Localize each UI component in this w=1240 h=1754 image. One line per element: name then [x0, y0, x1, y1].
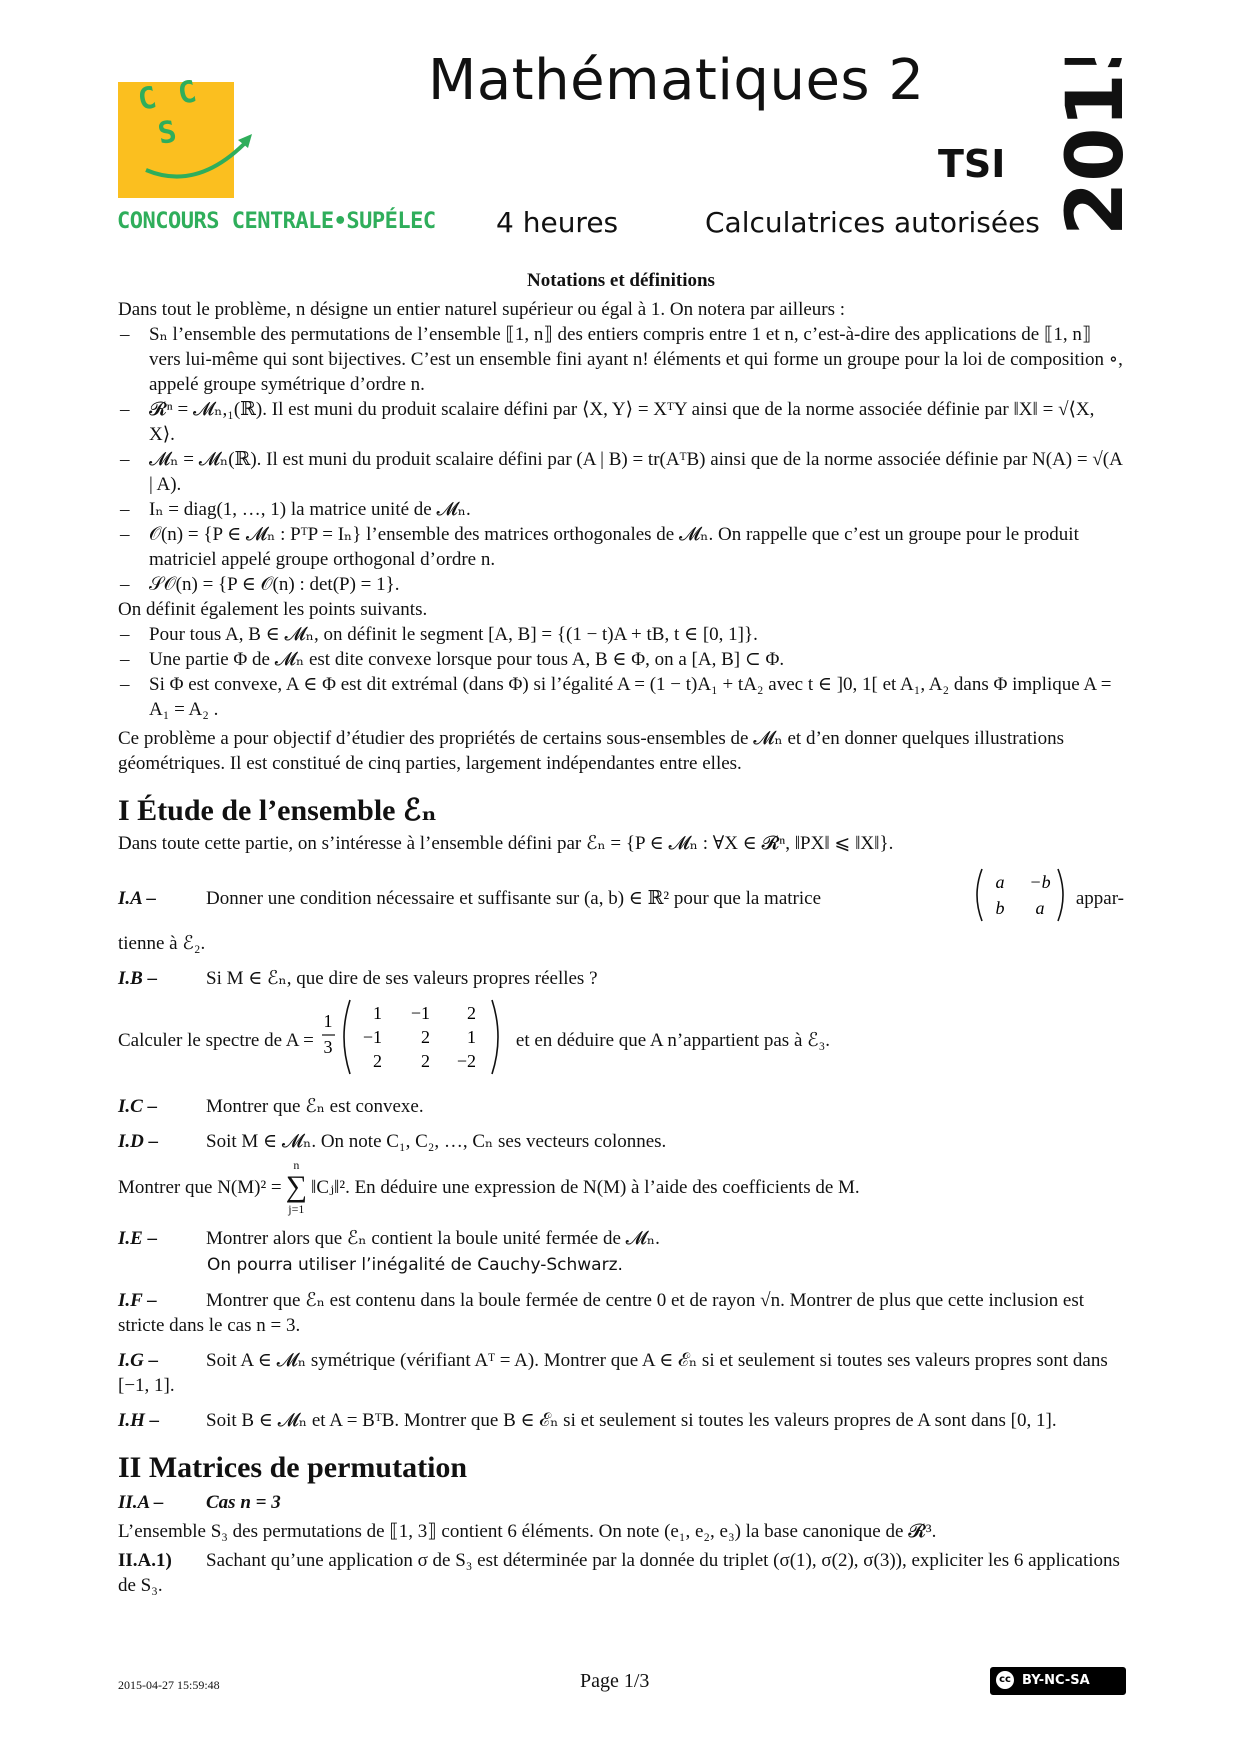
question-label: I.H –: [118, 1410, 160, 1431]
question-IA: [118, 866, 1124, 931]
question-text-end: appar-: [1075, 888, 1124, 909]
question-label: I.E –: [118, 1228, 158, 1249]
calc-pre: Calculer le spectre de A =: [118, 1030, 314, 1051]
sum-symbol: [286, 1158, 307, 1216]
question-hint: On pourra utiliser l’inégalité de Cauchy-Schwarz.: [207, 1255, 623, 1275]
question-IH: [118, 1408, 1124, 1433]
question-text: Si M ∈ ℰₙ, que dire de ses valeurs propres réelles ?: [206, 968, 598, 989]
svg-text:3: 3: [323, 1037, 333, 1057]
question-label: I.F –: [118, 1290, 157, 1311]
exam-year: [1040, 58, 1140, 238]
question-text: Soit A ∈ 𝓜ₙ symétrique (vérifiant Aᵀ = A). Montrer que A ∈ ℰₙ si et seulement si toutes ses valeurs propres sont dans [−1, 1].: [118, 1350, 1108, 1396]
part1-intro: Dans toute cette partie, on s’intéresse à l’ensemble défini par ℰₙ = {P ∈ 𝓜ₙ : ∀X ∈ 𝓡ⁿ, ‖PX‖ ⩽ ‖X‖}.: [118, 833, 894, 854]
formula-post: ‖Cⱼ‖². En déduire une expression de N(M) à l’aide des coefficients de M.: [311, 1176, 860, 1198]
question-label: I.A –: [118, 888, 157, 909]
list-item: – Pour tous A, B ∈ 𝓜ₙ, on définit le segment [A, B] = {(1 − t)A + tB, t ∈ [0, 1]}.: [118, 622, 1124, 647]
notations-intro2: On définit également les points suivants.: [118, 599, 428, 620]
question-IIA-text: L’ensemble S₃ des permutations de ⟦1, 3⟧ contient 6 éléments. On note (e₁, e₂, e₃) la base canonique de 𝓡³.: [118, 1521, 937, 1542]
sum-bottom: j=1: [288, 1202, 305, 1216]
question-label: I.G –: [118, 1350, 159, 1371]
matrix-cell: b: [995, 898, 1005, 918]
list-item: – 𝓜ₙ = 𝓜ₙ(ℝ). Il est muni du produit scalaire défini par (A | B) = tr(AᵀB) ainsi que de la norme associée définie par N(A) = √(A | A).: [118, 447, 1124, 497]
sum-top: n: [293, 1158, 300, 1172]
matrix-cell: 2: [466, 1003, 476, 1023]
question-IA-end: tienne à ℰ₂.: [118, 933, 206, 954]
question-IF: [118, 1288, 1124, 1338]
question-IE: [118, 1226, 1124, 1278]
list-item: – 𝒮𝒪(n) = {P ∈ 𝒪(n) : det(P) = 1}.: [118, 572, 1124, 597]
exam-title: Mathématiques 2: [428, 48, 925, 113]
svg-text:2015: 2015: [1051, 58, 1140, 236]
matrix-cell: −b: [1029, 872, 1051, 892]
logo-text: CONCOURS CENTRALE•SUPÉLEC: [117, 209, 436, 234]
logo: [118, 74, 234, 198]
question-IB: [118, 966, 1124, 991]
notations-list: [118, 322, 1124, 597]
list-item: – Une partie Φ de 𝓜ₙ est dite convexe lorsque pour tous A, B ∈ Φ, on a [A, B] ⊂ Φ.: [118, 647, 1124, 672]
sigma-icon: ∑: [285, 1170, 308, 1203]
calculators-note: Calculatrices autorisées: [705, 206, 1040, 239]
question-text: Montrer que ℰₙ est convexe.: [206, 1096, 424, 1117]
question-text: Montrer que ℰₙ est contenu dans la boule fermée de centre 0 et de rayon √n. Montrer de plus que cette inclusion est stricte dans le cas n = 3.: [118, 1290, 1084, 1336]
matrix-cell: a: [995, 872, 1005, 892]
svg-text:S: S: [155, 114, 180, 152]
list-item: – 𝒪(n) = {P ∈ 𝓜ₙ : PᵀP = Iₙ} l’ensemble des matrices orthogonales de 𝓜ₙ. On rappelle que c’est un groupe pour le produit matriciel appelé groupe orthogonal d’ordre n.: [118, 522, 1124, 572]
notations-intro: Dans tout le problème, n désigne un entier naturel supérieur ou égal à 1. On notera par ailleurs :: [118, 299, 846, 320]
cc-icon: [996, 1671, 1014, 1689]
exam-track: TSI: [938, 142, 1006, 186]
list-item: – 𝓡ⁿ = 𝓜ₙ,₁(ℝ). Il est muni du produit scalaire défini par ⟨X, Y⟩ = XᵀY ainsi que de la norme associée définie par ‖X‖ = √⟨X, X⟩.: [118, 397, 1124, 447]
matrix-cell: 2: [372, 1051, 382, 1071]
matrix-cell: −2: [456, 1051, 476, 1071]
question-text: Soit B ∈ 𝓜ₙ et A = BᵀB. Montrer que B ∈ ℰₙ si et seulement si toutes les valeurs propres de A sont dans [0, 1].: [206, 1410, 1057, 1431]
notations-heading: Notations et définitions: [527, 270, 715, 291]
question-IB-calc: [118, 997, 1124, 1084]
question-label: I.C –: [118, 1096, 158, 1117]
list-item: – Iₙ = diag(1, …, 1) la matrice unité de 𝓜ₙ.: [118, 497, 1124, 522]
part1-heading: I Étude de l’ensemble ℰₙ: [118, 794, 437, 827]
svg-text:C: C: [135, 80, 160, 118]
question-text: Soit M ∈ 𝓜ₙ. On note C₁, C₂, …, Cₙ ses vecteurs colonnes.: [206, 1131, 667, 1152]
question-label: II.A –: [118, 1492, 164, 1513]
matrix-cell: 1: [372, 1003, 382, 1023]
list-item: – Si Φ est convexe, A ∈ Φ est dit extrémal (dans Φ) si l’égalité A = (1 − t)A₁ + tA₂ avec t ∈ ]0, 1[ et A₁, A₂ dans Φ implique A = A₁ = A₂ .: [118, 672, 1124, 722]
part2-heading: II Matrices de permutation: [118, 1451, 468, 1484]
logo-mark-icon: [118, 74, 234, 198]
question-IIA: [118, 1490, 1124, 1515]
definitions-list: [118, 622, 1124, 722]
matrix-cell: a: [1035, 898, 1045, 918]
svg-text:1: 1: [323, 1011, 333, 1031]
list-item: – Sₙ l’ensemble des permutations de l’ensemble ⟦1, n⟧ des entiers compris entre 1 et n, c’est-à-dire des applications de ⟦1, n⟧ vers lui-même qui sont bijectives. C’est un ensemble fini ayant n! éléments et qui forme un groupe pour la loi de composition ∘, appelé groupe symétrique d’ordre n.: [118, 322, 1124, 397]
license-badge: [990, 1667, 1126, 1695]
exam-duration: 4 heures: [496, 206, 619, 239]
question-label: II.A.1): [118, 1550, 172, 1571]
question-IC: [118, 1094, 1124, 1119]
matrix-cell: 2: [420, 1027, 430, 1047]
question-ID: [118, 1129, 1124, 1154]
matrix-cell: 2: [420, 1051, 430, 1071]
matrix-cell: −1: [410, 1003, 430, 1023]
footer-page: Page 1/3: [580, 1670, 650, 1692]
cc-label: cc: [999, 1674, 1011, 1685]
license-label: BY-NC-SA: [1022, 1673, 1090, 1688]
matrix-cell: −1: [362, 1027, 382, 1047]
question-title: Cas n = 3: [206, 1492, 281, 1513]
question-ID-formula: [118, 1158, 1124, 1216]
matrix-2x2: [972, 866, 1068, 931]
question-text: Sachant qu’une application σ de S₃ est déterminée par la donnée du triplet (σ(1), σ(2), σ(3)), expliciter les 6 applications de S₃.: [118, 1550, 1120, 1596]
calc-post: et en déduire que A n’appartient pas à ℰ₃.: [515, 1030, 831, 1051]
question-label: I.B –: [118, 968, 158, 989]
question-IG: [118, 1348, 1124, 1398]
matrix-cell: 1: [466, 1027, 476, 1047]
question-text: Montrer alors que ℰₙ contient la boule unité fermée de 𝓜ₙ.: [206, 1228, 660, 1249]
matrix-3x3: [320, 997, 510, 1084]
question-label: I.D –: [118, 1131, 159, 1152]
exam-content: [118, 268, 1124, 1598]
footer-date: 2015-04-27 15:59:48: [118, 1678, 220, 1692]
formula-pre: Montrer que N(M)² =: [118, 1176, 282, 1198]
notations-outro: Ce problème a pour objectif d’étudier des propriétés de certains sous-ensembles de 𝓜ₙ et d’en donner quelques illustrations géométriques. Il est constitué de cinq parties, largement indépendantes entre elles.: [118, 728, 1064, 774]
question-text: Donner une condition nécessaire et suffisante sur (a, b) ∈ ℝ² pour que la matrice: [206, 888, 822, 909]
question-IIA1: [118, 1548, 1124, 1598]
svg-text:C: C: [175, 74, 200, 112]
